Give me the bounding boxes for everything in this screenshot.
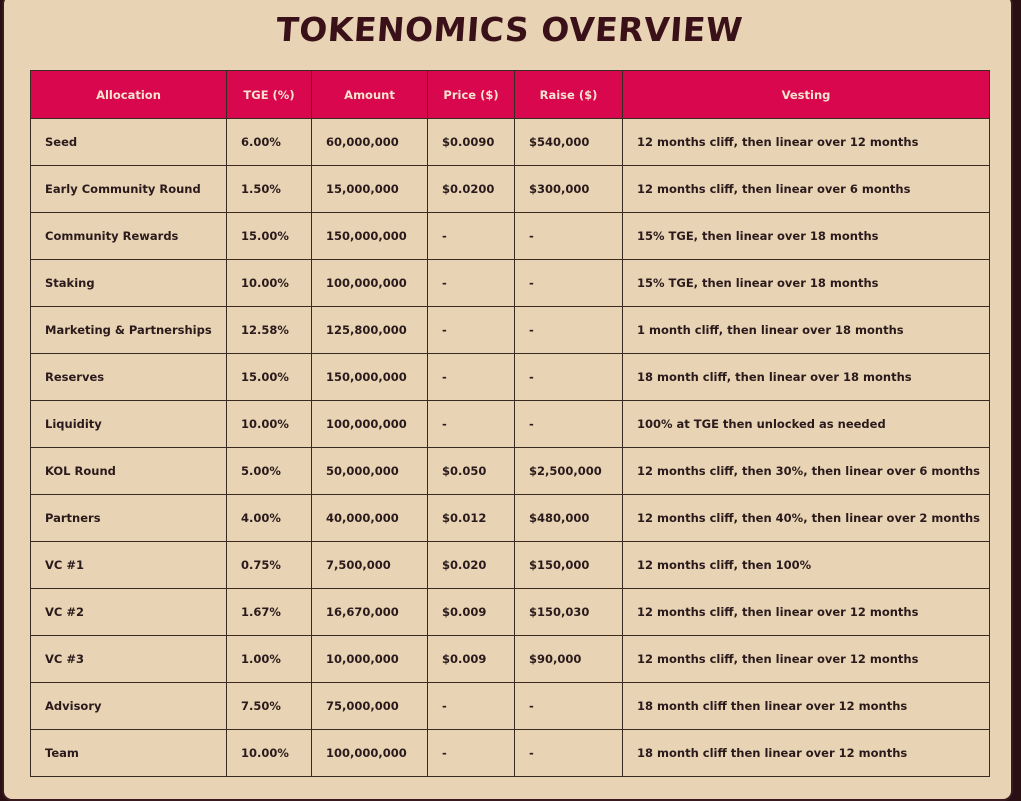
cell-amount: 125,800,000 <box>312 307 428 354</box>
cell-price: - <box>428 213 515 260</box>
cell-amount: 100,000,000 <box>312 730 428 777</box>
cell-tge: 5.00% <box>227 448 312 495</box>
table-row <box>31 636 990 683</box>
table-row <box>31 307 990 354</box>
cell-tge: 0.75% <box>227 542 312 589</box>
cell-allocation: Marketing & Partnerships <box>31 307 227 354</box>
cell-raise: $300,000 <box>515 166 623 213</box>
cell-price: - <box>428 401 515 448</box>
cell-raise: - <box>515 260 623 307</box>
cell-amount: 60,000,000 <box>312 119 428 166</box>
cell-raise: - <box>515 730 623 777</box>
table-row <box>31 495 990 542</box>
cell-price: $0.050 <box>428 448 515 495</box>
cell-amount: 7,500,000 <box>312 542 428 589</box>
cell-vesting: 12 months cliff, then linear over 12 months <box>623 119 990 166</box>
header-raise: Raise ($) <box>515 71 623 119</box>
header-price: Price ($) <box>428 71 515 119</box>
cell-tge: 10.00% <box>227 401 312 448</box>
table-body <box>31 119 990 777</box>
cell-amount: 10,000,000 <box>312 636 428 683</box>
cell-raise: $480,000 <box>515 495 623 542</box>
cell-amount: 150,000,000 <box>312 354 428 401</box>
cell-raise: $90,000 <box>515 636 623 683</box>
cell-vesting: 12 months cliff, then 100% <box>623 542 990 589</box>
cell-price: $0.0200 <box>428 166 515 213</box>
header-vesting: Vesting <box>623 71 990 119</box>
header-tge: TGE (%) <box>227 71 312 119</box>
cell-vesting: 15% TGE, then linear over 18 months <box>623 260 990 307</box>
cell-amount: 100,000,000 <box>312 260 428 307</box>
cell-vesting: 12 months cliff, then 40%, then linear over 2 months <box>623 495 990 542</box>
cell-amount: 16,670,000 <box>312 589 428 636</box>
cell-amount: 50,000,000 <box>312 448 428 495</box>
cell-allocation: VC #1 <box>31 542 227 589</box>
cell-vesting: 1 month cliff, then linear over 18 months <box>623 307 990 354</box>
cell-vesting: 100% at TGE then unlocked as needed <box>623 401 990 448</box>
cell-vesting: 18 month cliff then linear over 12 months <box>623 683 990 730</box>
cell-vesting: 12 months cliff, then linear over 12 months <box>623 636 990 683</box>
cell-tge: 15.00% <box>227 354 312 401</box>
header-amount: Amount <box>312 71 428 119</box>
cell-raise: - <box>515 213 623 260</box>
header-allocation: Allocation <box>31 71 227 119</box>
cell-price: - <box>428 354 515 401</box>
table-row <box>31 683 990 730</box>
table-row <box>31 260 990 307</box>
table-row <box>31 730 990 777</box>
cell-raise: - <box>515 307 623 354</box>
cell-allocation: Staking <box>31 260 227 307</box>
cell-allocation: Team <box>31 730 227 777</box>
cell-raise: - <box>515 354 623 401</box>
table-header-row <box>31 71 990 119</box>
page-frame <box>2 0 1013 801</box>
cell-vesting: 18 month cliff then linear over 12 months <box>623 730 990 777</box>
cell-tge: 12.58% <box>227 307 312 354</box>
table-row <box>31 354 990 401</box>
cell-vesting: 15% TGE, then linear over 18 months <box>623 213 990 260</box>
cell-raise: $150,030 <box>515 589 623 636</box>
cell-tge: 1.00% <box>227 636 312 683</box>
cell-tge: 1.67% <box>227 589 312 636</box>
cell-tge: 1.50% <box>227 166 312 213</box>
cell-vesting: 12 months cliff, then linear over 6 months <box>623 166 990 213</box>
cell-price: - <box>428 730 515 777</box>
cell-tge: 4.00% <box>227 495 312 542</box>
cell-raise: $150,000 <box>515 542 623 589</box>
cell-raise: - <box>515 683 623 730</box>
cell-amount: 40,000,000 <box>312 495 428 542</box>
cell-tge: 7.50% <box>227 683 312 730</box>
cell-raise: $540,000 <box>515 119 623 166</box>
cell-raise: - <box>515 401 623 448</box>
cell-allocation: Early Community Round <box>31 166 227 213</box>
table-row <box>31 119 990 166</box>
cell-amount: 150,000,000 <box>312 213 428 260</box>
cell-price: $0.012 <box>428 495 515 542</box>
cell-price: - <box>428 683 515 730</box>
cell-allocation: Reserves <box>31 354 227 401</box>
table-row <box>31 589 990 636</box>
table-row <box>31 542 990 589</box>
cell-tge: 15.00% <box>227 213 312 260</box>
cell-vesting: 18 month cliff, then linear over 18 months <box>623 354 990 401</box>
table-row <box>31 166 990 213</box>
cell-allocation: Advisory <box>31 683 227 730</box>
cell-price: $0.0090 <box>428 119 515 166</box>
cell-amount: 15,000,000 <box>312 166 428 213</box>
cell-allocation: Seed <box>31 119 227 166</box>
cell-allocation: Community Rewards <box>31 213 227 260</box>
cell-allocation: KOL Round <box>31 448 227 495</box>
cell-vesting: 12 months cliff, then 30%, then linear over 6 months <box>623 448 990 495</box>
cell-tge: 10.00% <box>227 260 312 307</box>
window-edge <box>1013 0 1021 801</box>
cell-allocation: VC #2 <box>31 589 227 636</box>
table-row <box>31 448 990 495</box>
cell-price: - <box>428 307 515 354</box>
cell-allocation: Partners <box>31 495 227 542</box>
cell-amount: 100,000,000 <box>312 401 428 448</box>
table-row <box>31 401 990 448</box>
tokenomics-table <box>30 70 990 777</box>
cell-allocation: Liquidity <box>31 401 227 448</box>
table-row <box>31 213 990 260</box>
page-title: TOKENOMICS OVERVIEW <box>274 10 745 49</box>
cell-amount: 75,000,000 <box>312 683 428 730</box>
cell-tge: 10.00% <box>227 730 312 777</box>
cell-price: $0.009 <box>428 636 515 683</box>
cell-price: $0.020 <box>428 542 515 589</box>
cell-price: - <box>428 260 515 307</box>
cell-raise: $2,500,000 <box>515 448 623 495</box>
cell-allocation: VC #3 <box>31 636 227 683</box>
cell-vesting: 12 months cliff, then linear over 12 months <box>623 589 990 636</box>
cell-price: $0.009 <box>428 589 515 636</box>
cell-tge: 6.00% <box>227 119 312 166</box>
